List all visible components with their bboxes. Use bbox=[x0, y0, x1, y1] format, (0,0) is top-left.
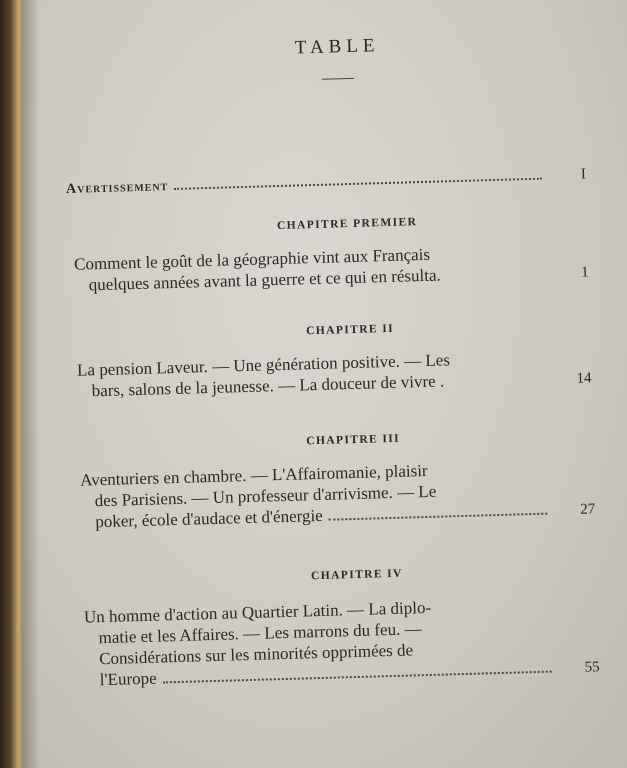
chapter-1-entry bbox=[74, 239, 589, 297]
book-page bbox=[22, 0, 627, 768]
avertissement-label: Avertissement bbox=[65, 179, 169, 197]
chapter-3-page: 27 bbox=[579, 501, 596, 518]
chapter-4-heading: CHAPITRE IV bbox=[310, 567, 403, 583]
dot-leader bbox=[329, 513, 548, 521]
chapter-1-page: 1 bbox=[580, 264, 589, 281]
page-title: TABLE bbox=[294, 35, 380, 59]
chapter-4-line-3: Considérations sur les minorités opprimées de bbox=[98, 640, 414, 669]
chapter-2-page: 14 bbox=[576, 370, 592, 387]
chapter-4-line-1: Un homme d'action au Quartier Latin. — La diplo- bbox=[83, 597, 432, 627]
chapter-2-entry bbox=[77, 345, 592, 403]
chapter-1-line-2: quelques années avant la guerre et ce qui en résulta. bbox=[88, 265, 441, 295]
chapter-4-line-4: l'Europe bbox=[99, 668, 157, 690]
chapter-1-heading: CHAPITRE PREMIER bbox=[276, 216, 418, 233]
chapter-3-line-2: des Parisiens. — Un professeur d'arrivisme. — Le bbox=[94, 481, 437, 511]
table-of-contents bbox=[62, 29, 600, 692]
chapter-3-line-1: Aventuriers en chambre. — L'Affairomanie, plaisir bbox=[79, 460, 428, 490]
title-rule bbox=[322, 78, 354, 80]
chapter-4-page: 55 bbox=[584, 659, 600, 676]
chapter-3-entry bbox=[80, 455, 596, 534]
chapter-2-heading: CHAPITRE II bbox=[305, 322, 395, 338]
toc-entry-avertissement bbox=[66, 164, 586, 200]
chapter-3-heading: CHAPITRE III bbox=[306, 432, 401, 448]
dot-leader bbox=[174, 178, 542, 190]
page-gutter-shadow bbox=[22, 0, 40, 768]
avertissement-page: I bbox=[580, 166, 587, 183]
chapter-3-line-3: poker, école d'audace et d'énergie bbox=[95, 505, 323, 532]
chapter-1-line-1: Comment le goût de la géographie vint aux Français bbox=[73, 244, 431, 274]
dot-leader bbox=[163, 671, 552, 684]
chapter-2-line-2: bars, salons de la jeunesse. — La douceur de vivre . bbox=[91, 371, 445, 401]
chapter-4-entry bbox=[84, 592, 600, 692]
chapter-4-line-2: matie et les Affaires. — Les marrons du feu. — bbox=[98, 619, 422, 648]
chapter-2-line-1: La pension Laveur. — Une génération positive. — Les bbox=[76, 350, 451, 380]
